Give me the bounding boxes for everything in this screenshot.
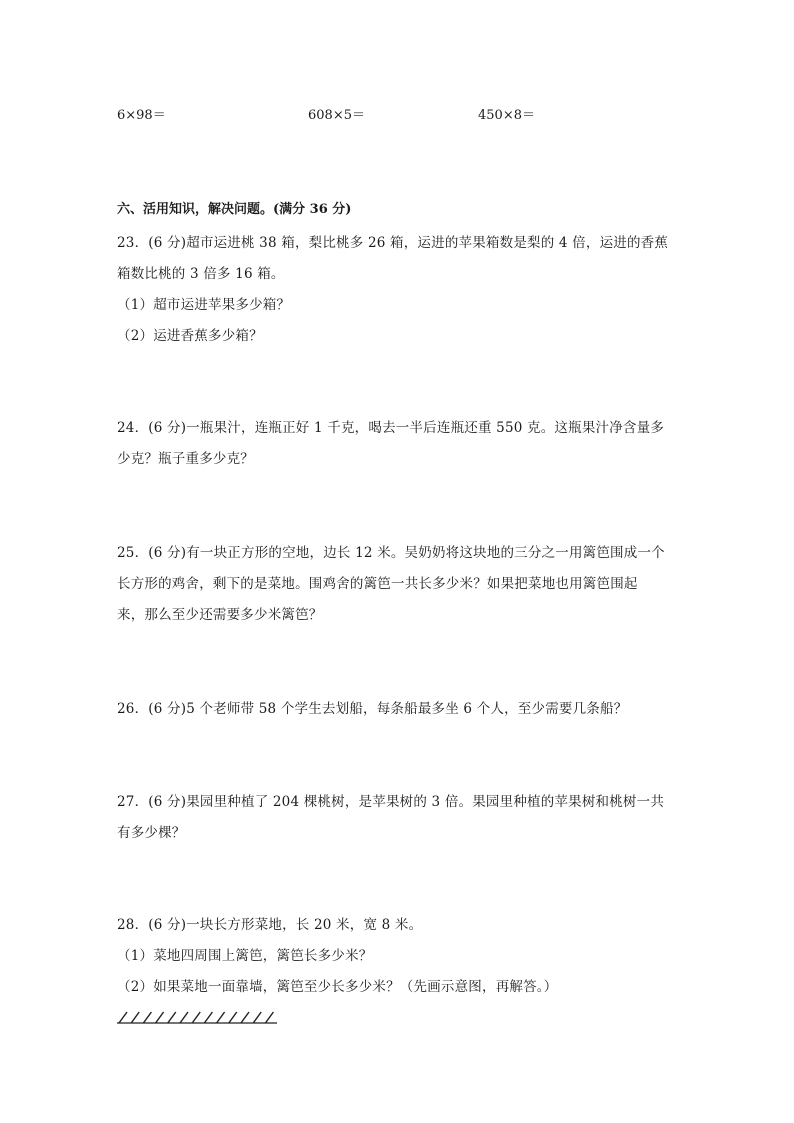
hatch-stroke xyxy=(192,1012,200,1023)
problem-25-line: 来，那么至少还需要多少米篱笆？ xyxy=(117,607,323,623)
wall-hatch-diagram xyxy=(117,1010,277,1024)
problem-24-line: 24．(6 分)一瓶果汁，连瓶正好 1 千克，喝去一半后连瓶还重 550 克。这瓶果汁净含量多 xyxy=(117,420,665,436)
hatch-stroke xyxy=(229,1012,237,1023)
problem-27-line: 有多少棵？ xyxy=(117,825,186,841)
problem-28-subquestion: （2）如果菜地一面靠墙，篱笆至少长多少米？（先画示意图，再解答。） xyxy=(117,979,558,995)
hatch-stroke xyxy=(265,1012,273,1023)
hatch-stroke xyxy=(143,1012,151,1023)
hatch-stroke xyxy=(180,1012,188,1023)
problem-23-line: 23．(6 分)超市运进桃 38 箱，梨比桃多 26 箱，运进的苹果箱数是梨的 4 倍，运进的香蕉 xyxy=(117,235,669,251)
hatch-stroke xyxy=(119,1012,127,1023)
hatch-stroke xyxy=(241,1012,249,1023)
calc-item: 450×8＝ xyxy=(478,108,535,123)
problem-25-line: 长方形的鸡舍，剩下的是菜地。围鸡舍的篱笆一共长多少米？如果把菜地也用篱笆围起 xyxy=(117,576,638,592)
hatch-stroke xyxy=(131,1012,139,1023)
problem-25-line: 25．(6 分)有一块正方形的空地，边长 12 米。吴奶奶将这块地的三分之一用篱笆围成一个 xyxy=(117,545,665,561)
hatch-stroke xyxy=(156,1012,164,1023)
problem-24-line: 少克？瓶子重多少克？ xyxy=(117,451,254,467)
problem-23-subquestion: （2）运进香蕉多少箱？ xyxy=(117,328,263,344)
hatch-stroke xyxy=(217,1012,225,1023)
hatch-stroke xyxy=(204,1012,212,1023)
hatch-stroke xyxy=(168,1012,176,1023)
section-title: 六、活用知识，解决问题。(满分 36 分) xyxy=(117,202,352,217)
problem-23-line: 箱数比桃的 3 倍多 16 箱。 xyxy=(117,266,285,282)
problem-28-line: 28．(6 分)一块长方形菜地，长 20 米，宽 8 米。 xyxy=(117,917,423,933)
calc-item: 608×5＝ xyxy=(308,108,365,123)
calc-item: 6×98＝ xyxy=(117,108,166,123)
problem-28-subquestion: （1）菜地四周围上篱笆，篱笆长多少米？ xyxy=(117,948,373,964)
problem-26-line: 26．(6 分)5 个老师带 58 个学生去划船，每条船最多坐 6 个人，至少需要几条船？ xyxy=(117,701,628,717)
problem-27-line: 27．(6 分)果园里种植了 204 棵桃树，是苹果树的 3 倍。果园里种植的苹果树和桃树一共 xyxy=(117,794,665,810)
problem-23-subquestion: （1）超市运进苹果多少箱？ xyxy=(117,297,291,313)
hatch-stroke xyxy=(253,1012,261,1023)
